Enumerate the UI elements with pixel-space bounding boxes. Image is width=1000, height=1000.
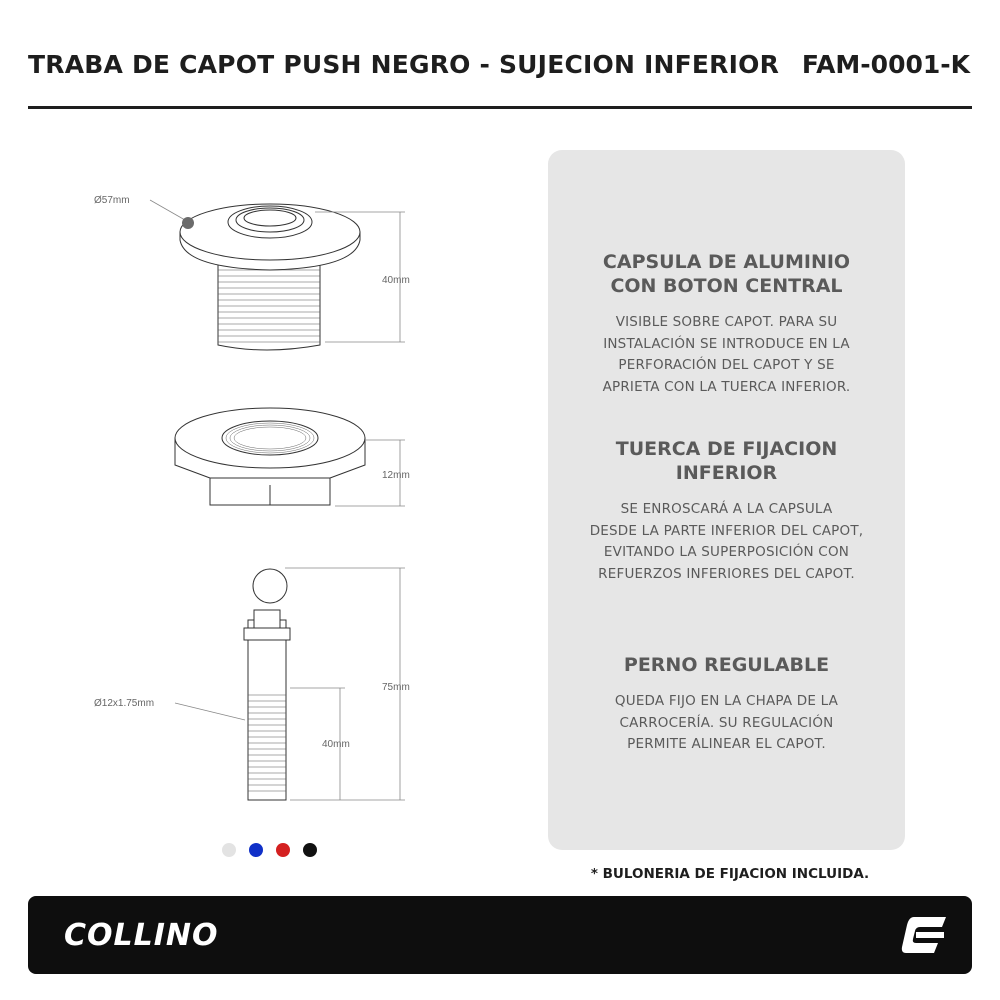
section-tuerca [548,437,905,585]
section-tuerca-body: SE ENROSCARÁ A LA CAPSULA DESDE LA PARTE INFERIOR DEL CAPOT, EVITANDO LA SUPERPOSICIÓN CON REFUERZOS INFERIORES DEL CAPOT. [589,501,864,582]
section-tuerca-title: TUERCA DE FIJACION INFERIOR [615,438,838,484]
section-perno [548,653,905,756]
dim-height-top: 40mm [382,275,410,286]
section-perno-body: QUEDA FIJO EN LA CHAPA DE LA CARROCERÍA. SU REGULACIÓN PERMITE ALINEAR EL CAPOT. [614,693,839,752]
description-panel [548,150,905,850]
dim-diameter-top: Ø57mm [94,195,130,206]
section-perno-title: PERNO REGULABLE [623,654,830,676]
color-swatches [222,843,317,857]
header-divider [28,106,972,109]
swatch-white[interactable] [222,843,236,857]
dim-thread: Ø12x1.75mm [94,698,155,709]
dim-height-nut: 12mm [382,470,410,481]
dim-bolt-total: 75mm [382,682,410,693]
section-capsula [548,250,905,398]
product-title: TRABA DE CAPOT PUSH NEGRO - SUJECION INFERIOR [28,50,780,79]
footnote: * BULONERIA DE FIJACION INCLUIDA. [590,866,870,882]
swatch-red[interactable] [276,843,290,857]
dim-bolt-thread: 40mm [322,739,350,750]
brand-logo: COLLINO [64,918,219,953]
footer-bar [28,896,972,974]
product-code: FAM-0001-K [801,50,970,79]
section-capsula-body: VISIBLE SOBRE CAPOT. PARA SU INSTALACIÓN SE INTRODUCE EN LA PERFORACIÓN DEL CAPOT Y SE APRIETA CON LA TUERCA INFERIOR. [602,314,851,395]
swatch-black[interactable] [303,843,317,857]
brand-mark-icon [900,913,948,957]
section-capsula-title: CAPSULA DE ALUMINIO CON BOTON CENTRAL [602,251,851,297]
technical-drawing [60,140,520,870]
bolt-part [244,569,290,800]
capsule-part [180,204,360,350]
nut-part [175,408,365,505]
swatch-blue[interactable] [249,843,263,857]
